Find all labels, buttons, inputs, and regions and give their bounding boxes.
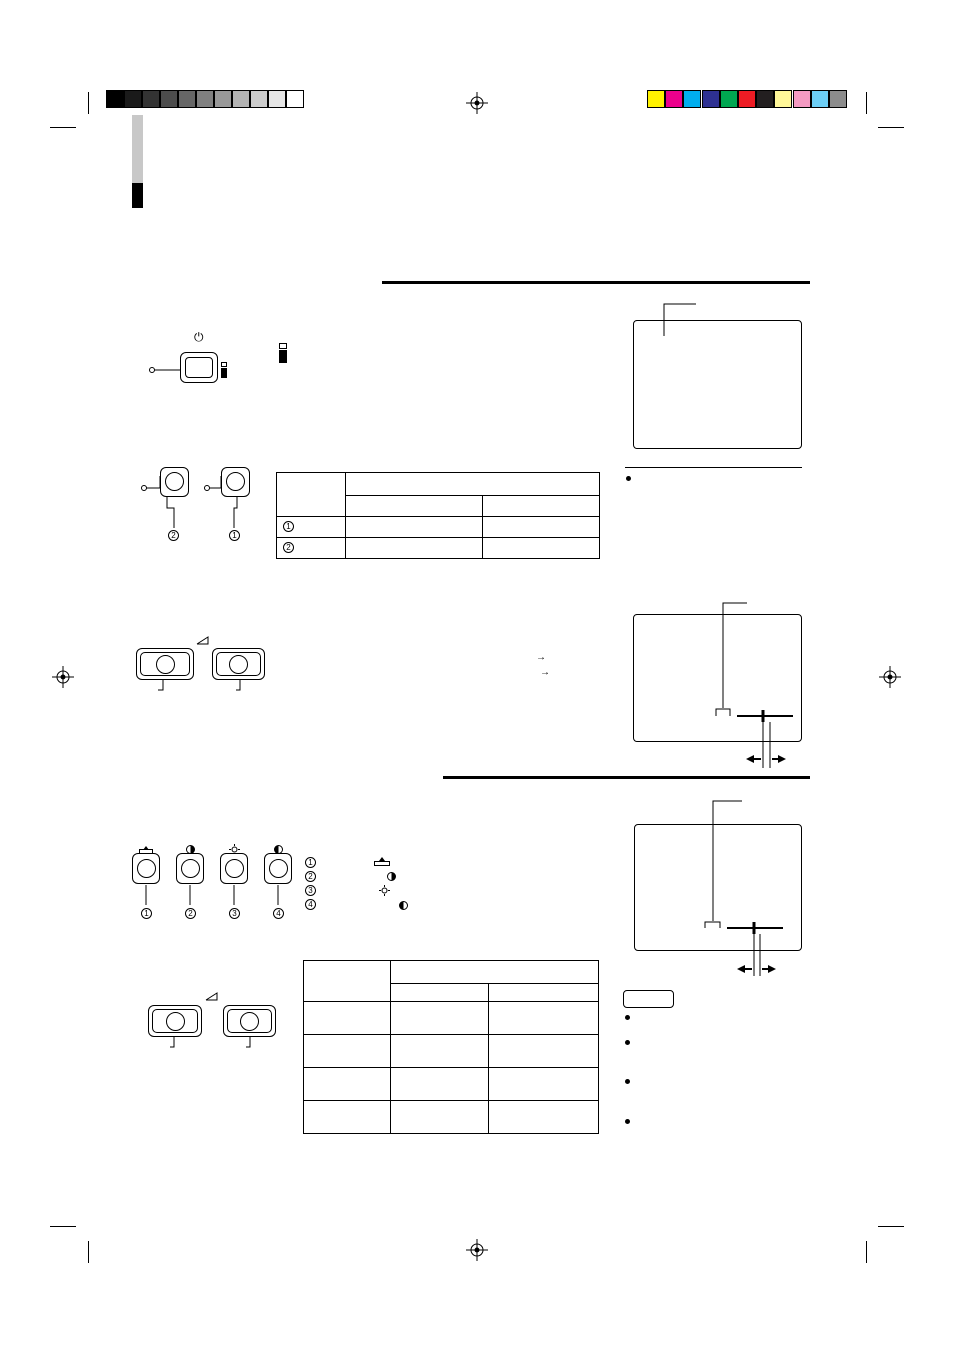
adjust-table-row-1-a: [391, 1002, 489, 1035]
adjust-table-row-3-label: [304, 1068, 391, 1101]
arrow-2: →: [540, 667, 550, 678]
crop-mark-bottom-left-v: [88, 1241, 89, 1263]
adjust-table-row-4-a: [391, 1101, 489, 1134]
adjust-table-subheader-b: [489, 984, 599, 1002]
screen-display-1: [633, 320, 802, 449]
input-table-subheader-a: [346, 496, 483, 517]
color-swatch: [829, 90, 847, 108]
adjust-down-circle: [166, 1012, 185, 1031]
input-table-row-1-marker: 1: [277, 517, 346, 538]
list-picture-mode-icon: [374, 857, 390, 866]
adjust-table-row-3-a: [391, 1068, 489, 1101]
side-tab-gray: [132, 115, 143, 183]
picture-button-number-4: 4: [273, 908, 284, 919]
color-swatch: [811, 90, 829, 108]
picture-button-number-3: 3: [229, 908, 240, 919]
screen1-callout: [660, 303, 700, 337]
crop-mark-bottom-right-v: [866, 1241, 867, 1263]
input-table-row-1-b: [483, 517, 600, 538]
list-marker-3: 3: [305, 885, 316, 896]
arrow-1: →: [536, 652, 546, 663]
note-bullet-1: [626, 476, 631, 481]
adjust-table-header-blank: [304, 961, 391, 1002]
volume-down-circle: [156, 655, 175, 674]
adjust-table-header-span: [391, 961, 599, 984]
grayscale-swatch: [214, 90, 232, 108]
input-table-row-2-a: [346, 538, 483, 559]
notes-bullet-2: [625, 1040, 630, 1045]
color-swatch: [793, 90, 811, 108]
input-table-row-2-marker: 2: [277, 538, 346, 559]
input-table-subheader-b: [483, 496, 600, 517]
picture-buttons-leaders: [140, 885, 290, 905]
color-swatch: [665, 90, 683, 108]
registration-target-top: [466, 92, 488, 114]
volume-leader-lines: [155, 680, 245, 692]
section2-heading-rule: [443, 776, 810, 779]
picture-mode-button-inner: [137, 859, 156, 878]
volume-ramp-icon: [197, 637, 209, 645]
adjust-leader-lines: [168, 1037, 258, 1049]
side-tab-black: [132, 183, 143, 208]
color-swatch: [738, 90, 756, 108]
picture-button-number-1: 1: [141, 908, 152, 919]
adjust-table-row-4-label: [304, 1101, 391, 1134]
contrast-button-inner: [269, 859, 288, 878]
adjust-table-row-1-label: [304, 1002, 391, 1035]
adjust-up-circle: [240, 1012, 259, 1031]
grayscale-swatch: [106, 90, 124, 108]
color-swatch: [774, 90, 792, 108]
notes-bullet-4: [625, 1119, 630, 1124]
input-button-1-inner: [226, 472, 245, 491]
adjust-ramp-icon: [206, 993, 218, 1001]
notes-bullet-1: [625, 1015, 630, 1020]
color-swatch: [756, 90, 774, 108]
registration-target-left: [52, 666, 74, 688]
grayscale-swatch: [232, 90, 250, 108]
adjust-table-row-2-b: [489, 1035, 599, 1068]
screen3-callout-and-bar: [700, 796, 800, 976]
list-contrast-icon: [399, 901, 408, 910]
adjust-table-row-4-b: [489, 1101, 599, 1134]
input-table: [276, 472, 600, 559]
crop-mark-top-left-h: [50, 127, 76, 128]
grayscale-swatch: [286, 90, 304, 108]
picture-button-number-2: 2: [185, 908, 196, 919]
input-table-row-2-b: [483, 538, 600, 559]
list-marker-2: 2: [305, 871, 316, 882]
input-table-row-1-a: [346, 517, 483, 538]
grayscale-swatch: [160, 90, 178, 108]
color-swatch: [647, 90, 665, 108]
registration-target-right: [879, 666, 901, 688]
lamp-icon-inline: [279, 343, 287, 363]
list-marker-1: 1: [305, 857, 316, 868]
adjust-table-row-3-b: [489, 1068, 599, 1101]
color-swatch: [683, 90, 701, 108]
adjust-table-row-2-a: [391, 1035, 489, 1068]
color-button-inner: [181, 859, 200, 878]
crop-mark-top-left-v: [88, 92, 89, 114]
grayscale-swatch: [250, 90, 268, 108]
notes-label-box: [623, 990, 674, 1008]
registration-target-bottom: [466, 1239, 488, 1261]
grayscale-swatch: [268, 90, 286, 108]
screen2-callout-and-bar: [700, 598, 800, 768]
grayscale-swatch: [196, 90, 214, 108]
input-table-header-span: [346, 473, 600, 496]
power-button-inner: [185, 357, 213, 378]
adjust-table-row-2-label: [304, 1035, 391, 1068]
list-brightness-icon: [379, 885, 390, 896]
note-rule-1: [625, 467, 802, 468]
grayscale-swatch: [178, 90, 196, 108]
adjust-table: [303, 960, 599, 1134]
callout-number-2: 2: [168, 530, 179, 541]
notes-bullet-3: [625, 1079, 630, 1084]
crop-mark-top-right-h: [878, 127, 904, 128]
list-marker-4: 4: [305, 899, 316, 910]
color-swatch: [702, 90, 720, 108]
color-swatch: [720, 90, 738, 108]
volume-up-circle: [229, 655, 248, 674]
crop-mark-bottom-left-h: [50, 1226, 76, 1227]
callout-number-1: 1: [229, 530, 240, 541]
grayscale-swatch: [124, 90, 142, 108]
brightness-button-inner: [225, 859, 244, 878]
list-color-icon: [387, 872, 396, 881]
adjust-table-row-1-b: [489, 1002, 599, 1035]
crop-mark-bottom-right-h: [878, 1226, 904, 1227]
input-table-header-blank: [277, 473, 346, 517]
power-lamp-icon: [221, 362, 227, 378]
section1-heading-rule: [382, 281, 810, 284]
power-symbol: ⏻: [194, 330, 204, 344]
crop-mark-top-right-v: [866, 92, 867, 114]
grayscale-swatch: [142, 90, 160, 108]
input-button-2-inner: [165, 472, 184, 491]
adjust-table-subheader-a: [391, 984, 489, 1002]
